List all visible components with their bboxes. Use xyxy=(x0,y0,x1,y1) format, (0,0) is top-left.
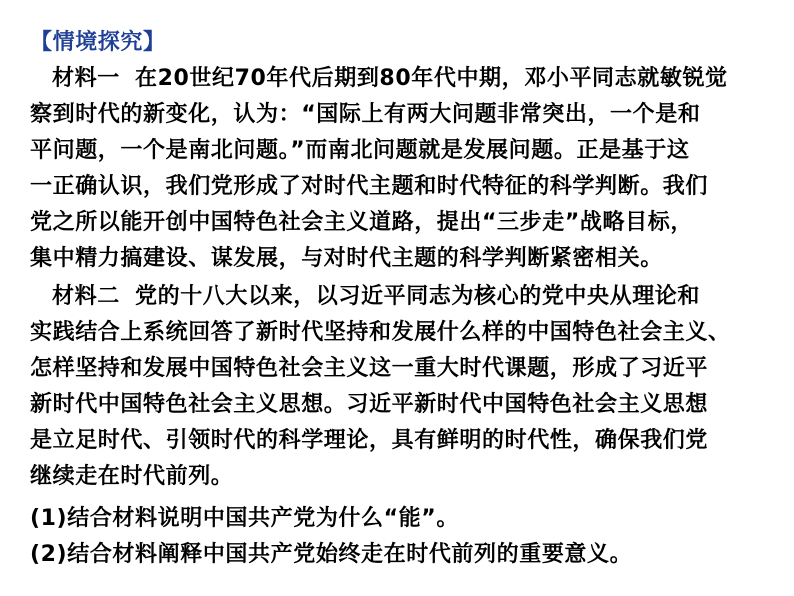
material1-line: 察到时代的新变化，认为：“国际上有两大问题非常突出，一个是和 xyxy=(30,102,701,127)
material2-line: 实践结合上系统回答了新时代坚持和发展什么样的中国特色社会主义、 xyxy=(30,320,731,345)
material2-line: 继续走在时代前列。 xyxy=(30,464,234,489)
question-2: (2)结合材料阐释中国共产党始终走在时代前列的重要意义。 xyxy=(30,542,633,567)
material2-line: 新时代中国特色社会主义思想。习近平新时代中国特色社会主义思想 xyxy=(30,392,709,417)
material1-line: 党之所以能开创中国特色社会主义道路，提出“三步走”战略目标， xyxy=(30,210,693,235)
question-1: (1)结合材料说明中国共产党为什么“能”。 xyxy=(30,506,459,531)
material1-line: 一正确认识，我们党形成了对时代主题和时代特征的科学判断。我们 xyxy=(30,174,709,199)
material1-line: 集中精力搞建设、谋发展，与对时代主题的科学判断紧密相关。 xyxy=(30,246,663,271)
material2-line: 是立足时代、引领时代的科学理论，具有鲜明的时代性，确保我们党 xyxy=(30,428,709,453)
material2-line: 怎样坚持和发展中国特色社会主义这一重大时代课题，形成了习近平 xyxy=(30,356,709,381)
material2-line: 党的十八大以来，以习近平同志为核心的党中央从理论和 xyxy=(135,284,701,309)
material2-label: 材料二 xyxy=(52,284,120,309)
material2-first-line xyxy=(52,282,700,312)
section-title: 【情境探究】 xyxy=(30,30,166,55)
material1-first-line xyxy=(52,64,728,94)
material1-label: 材料一 xyxy=(52,66,120,91)
material1-line: 平问题，一个是南北问题。”而南北问题就是发展问题。正是基于这 xyxy=(30,138,690,163)
material1-line: 在20世纪70年代后期到80年代中期，邓小平同志就敏锐觉 xyxy=(135,66,728,91)
